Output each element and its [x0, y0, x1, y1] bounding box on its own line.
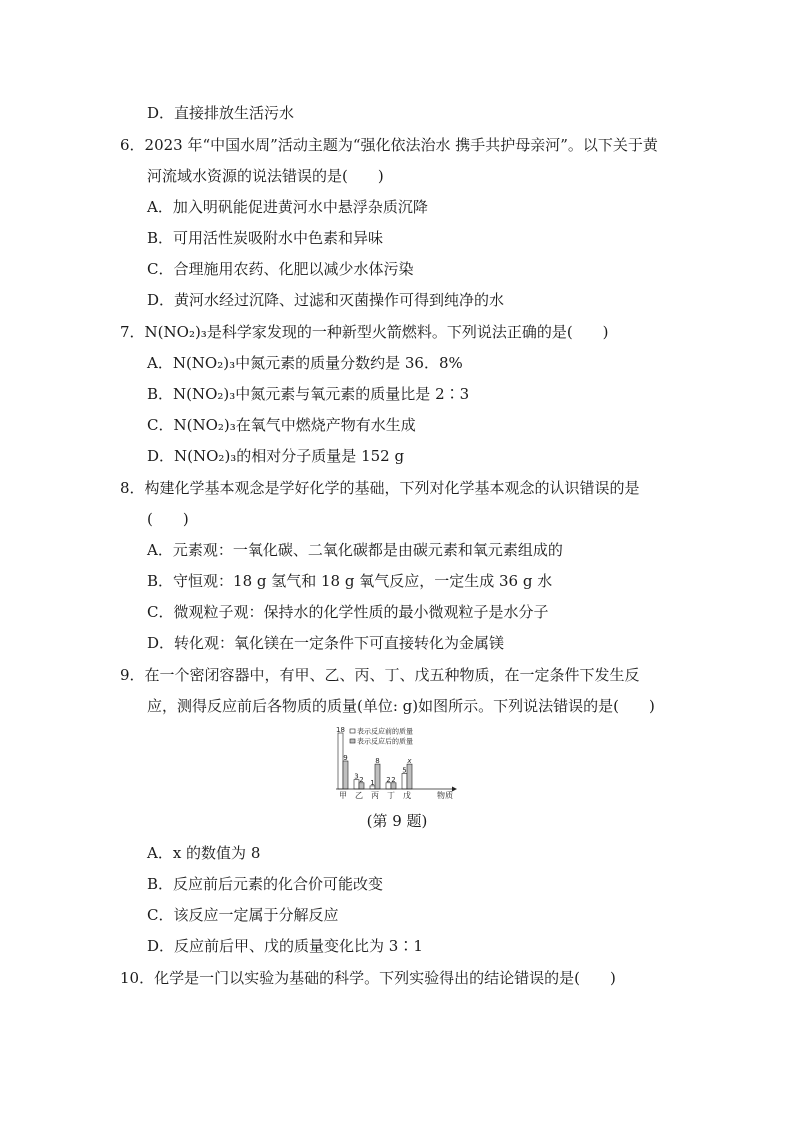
option-line: D．N(NO₂)₃的相对分子质量是 152 g [147, 447, 405, 465]
bar-before [354, 780, 359, 789]
legend-after-swatch [350, 739, 355, 743]
bar-before [402, 773, 407, 789]
bar-value-label: 9 [343, 754, 348, 762]
option-line: C．微观粒子观：保持水的化学性质的最小微观粒子是水分子 [147, 603, 549, 621]
category-label: 丁 [387, 791, 395, 800]
option-line: A．x 的数值为 8 [147, 844, 261, 862]
category-label: 乙 [355, 791, 363, 800]
option-line: D．黄河水经过沉降、过滤和灭菌操作可得到纯净的水 [147, 291, 505, 309]
question-line: 8．构建化学基本观念是学好化学的基础，下列对化学基本观念的认识错误的是 [120, 479, 640, 497]
bar-value-label: 2 [391, 775, 396, 784]
option-line: D．直接排放生活污水 [147, 104, 295, 122]
bar-value-label: 2 [359, 775, 364, 784]
option-line: D．转化观：氧化镁在一定条件下可直接转化为金属镁 [147, 634, 505, 652]
question-line: 9．在一个密闭容器中，有甲、乙、丙、丁、戊五种物质，在一定条件下发生反 [120, 666, 640, 684]
bar-value-label: 3 [354, 772, 359, 781]
option-line: B．反应前后元素的化合价可能改变 [147, 875, 384, 893]
bar-after [407, 764, 412, 789]
bar-value-label: 2 [386, 775, 391, 784]
bar-value-label: 8 [375, 757, 380, 766]
chart-category-labels [339, 790, 411, 800]
bar-value-label: 18 [336, 727, 345, 734]
bar-after [343, 761, 348, 789]
x-axis-label: 物质 [437, 791, 453, 800]
category-label: 甲 [339, 791, 347, 800]
legend-before-label: 表示反应前的质量 [357, 727, 413, 736]
option-line: ( ) [147, 510, 189, 528]
bar-before [338, 733, 343, 789]
option-line: A．N(NO₂)₃中氮元素的质量分数约是 36．8% [147, 354, 463, 372]
category-label: 丙 [371, 791, 379, 800]
legend [350, 727, 413, 746]
mass-bar-chart [330, 727, 470, 803]
figure-caption: (第 9 题) [366, 812, 428, 830]
option-line: B．N(NO₂)₃中氮元素与氧元素的质量比是 2∶3 [147, 385, 470, 403]
option-line: B．守恒观：18 g 氢气和 18 g 氧气反应，一定生成 36 g 水 [147, 572, 553, 590]
bar-value-label: 1 [370, 778, 375, 787]
question-line: 7．N(NO₂)₃是科学家发现的一种新型火箭燃料。下列说法正确的是( ) [120, 323, 609, 341]
option-line: C．N(NO₂)₃在氧气中燃烧产物有水生成 [147, 416, 416, 434]
option-line: 河流域水资源的说法错误的是( ) [147, 167, 384, 185]
option-line: B．可用活性炭吸附水中色素和异味 [147, 229, 384, 247]
option-line: 应，测得反应前后各物质的质量(单位: g)如图所示。下列说法错误的是( ) [147, 697, 655, 715]
question-line: 6．2023 年“中国水周”活动主题为“强化依法治水 携手共护母亲河”。以下关于黄 [120, 136, 658, 154]
option-line: A．加入明矾能促进黄河水中悬浮杂质沉降 [147, 198, 428, 216]
bar-value-label: x [407, 757, 412, 766]
legend-before-swatch [350, 729, 355, 733]
legend-after-label: 表示反应后的质量 [357, 737, 413, 746]
option-line: A．元素观：一氧化碳、二氧化碳都是由碳元素和氧元素组成的 [147, 541, 563, 559]
option-line: C．该反应一定属于分解反应 [147, 906, 339, 924]
bar-value-label: 5 [402, 766, 407, 775]
category-label: 戊 [403, 791, 411, 800]
question-line: 10．化学是一门以实验为基础的科学。下列实验得出的结论错误的是( ) [120, 969, 616, 987]
option-line: C．合理施用农药、化肥以减少水体污染 [147, 260, 414, 278]
bar-after [375, 764, 380, 789]
option-line: D．反应前后甲、戊的质量变化比为 3∶1 [147, 937, 423, 955]
